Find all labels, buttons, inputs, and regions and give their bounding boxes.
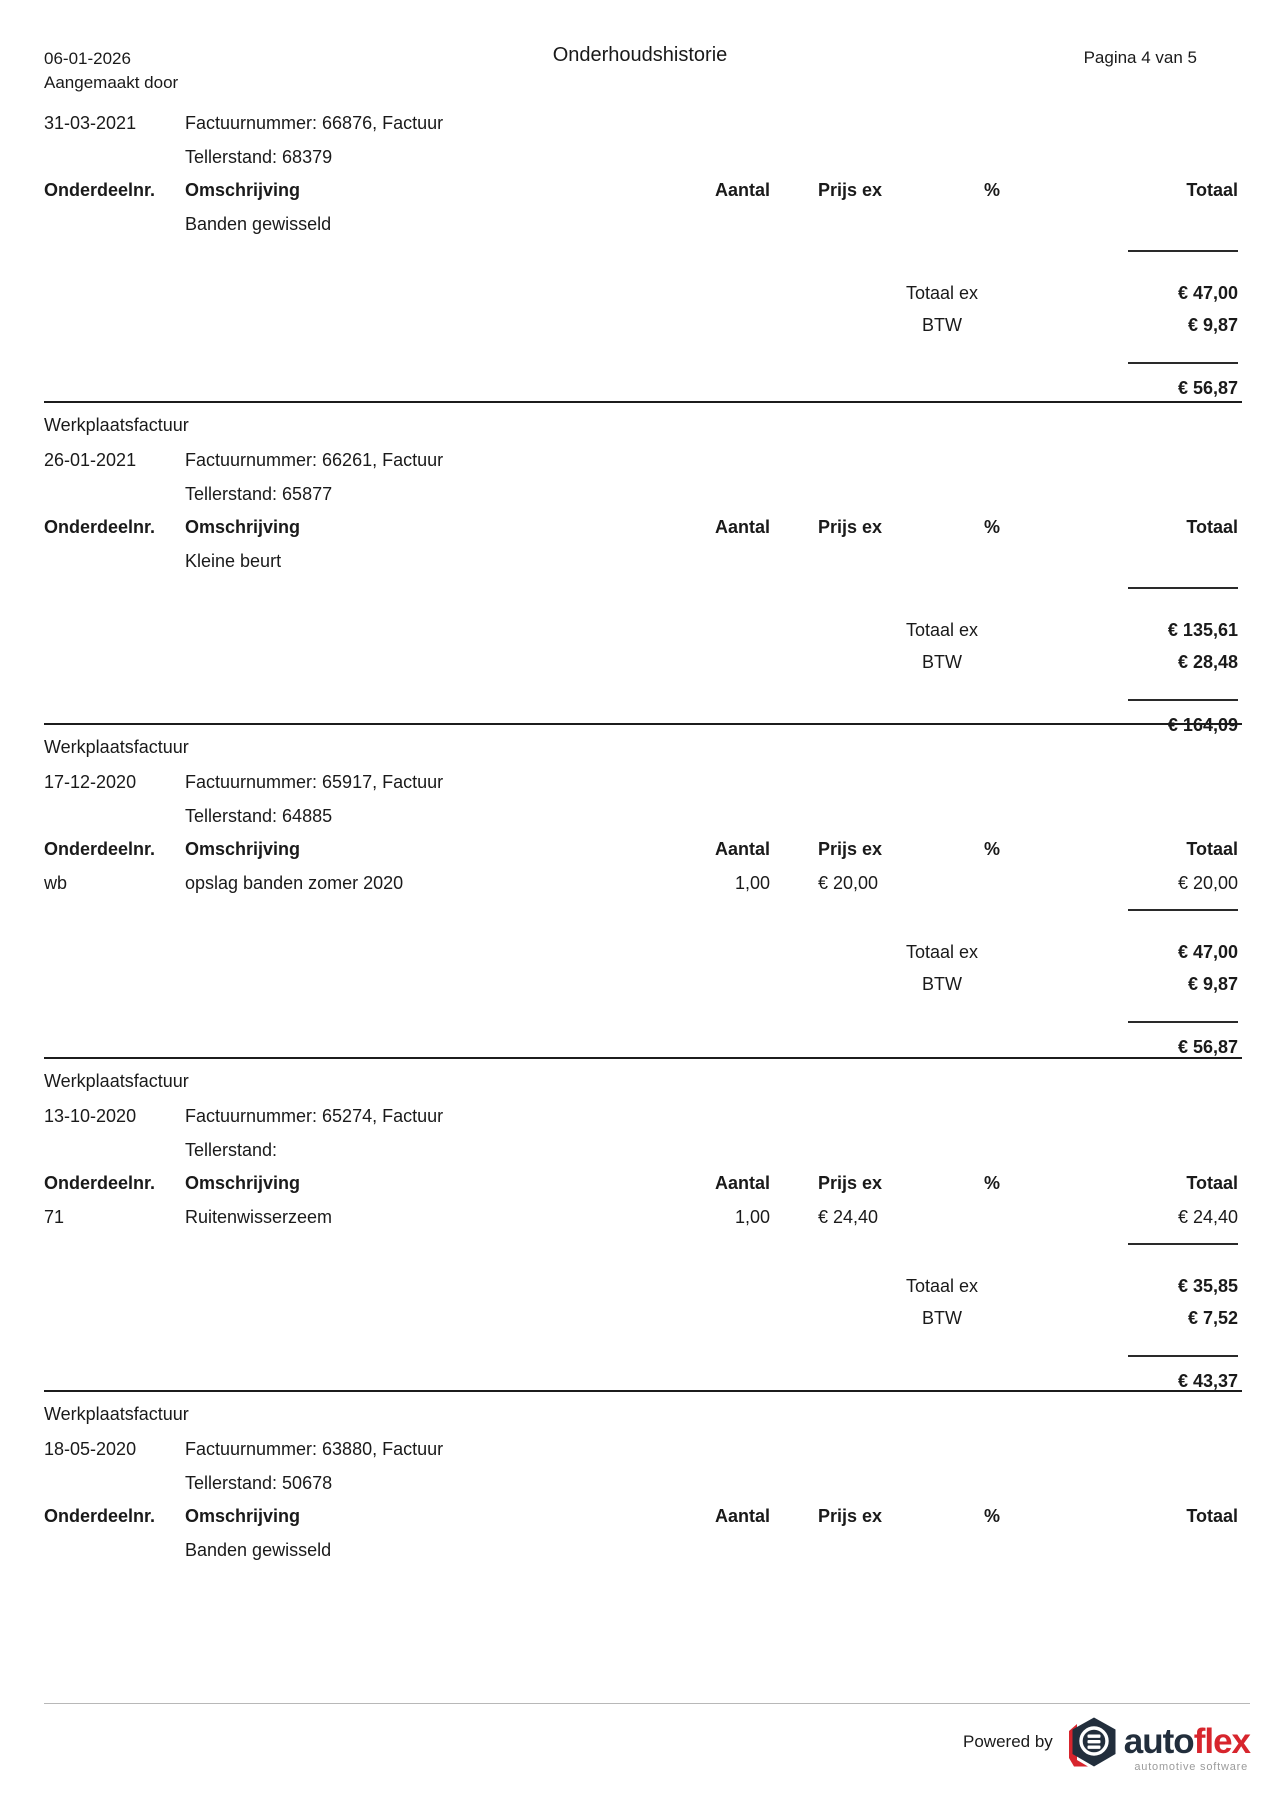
col-prijs-ex: Prijs ex [818, 1506, 883, 1526]
item-quantity: 1,00 [734, 1207, 770, 1227]
col-aantal: Aantal [714, 839, 770, 859]
item-partnumber [44, 550, 185, 572]
item-partnumber: 71 [44, 1207, 65, 1227]
total-ex-value: € 35,85 [1177, 1276, 1238, 1296]
item-partnumber [44, 1539, 185, 1561]
btw-row [44, 314, 1238, 336]
item-percent [940, 872, 1044, 894]
invoice-meta-row [44, 112, 1238, 134]
werkplaatsfactuur-label: Werkplaatsfactuur [44, 737, 189, 757]
odometer-row [44, 1139, 1238, 1161]
col-totaal: Totaal [1186, 839, 1238, 859]
total-ex-value: € 47,00 [1177, 283, 1238, 303]
col-percent: % [983, 1173, 1000, 1193]
btw-label: BTW [922, 1308, 962, 1328]
invoice-date: 31-03-2021 [44, 113, 137, 133]
col-aantal: Aantal [714, 517, 770, 537]
odometer-row [44, 146, 1238, 168]
report-date: 06-01-2026 [44, 49, 131, 68]
footer-divider [44, 1703, 1250, 1704]
item-total [1044, 550, 1238, 572]
totals-divider-top [1128, 250, 1238, 252]
item-total: € 20,00 [1177, 873, 1238, 893]
item-row [44, 550, 1238, 572]
col-onderdeelnr: Onderdeelnr. [44, 180, 156, 200]
col-prijs-ex: Prijs ex [818, 517, 883, 537]
powered-by-label: Powered by [963, 1732, 1053, 1751]
item-percent [940, 550, 1044, 572]
grand-total-value: € 164,09 [1167, 715, 1238, 735]
page-number: Pagina 4 van 5 [1083, 48, 1197, 67]
section-rule [44, 723, 1242, 725]
section-rule [44, 401, 1242, 403]
item-row [44, 1206, 1238, 1228]
footer-brand [963, 1716, 1250, 1773]
invoice-number: Factuurnummer: 66876, Factuur [185, 113, 444, 133]
col-totaal: Totaal [1186, 180, 1238, 200]
grand-total-value: € 56,87 [1177, 1037, 1238, 1057]
odometer-row [44, 483, 1238, 505]
col-percent: % [983, 1506, 1000, 1526]
total-ex-row [44, 941, 1238, 963]
totals-divider-bottom [1128, 1021, 1238, 1023]
odometer-value: Tellerstand: 65877 [185, 484, 333, 504]
total-ex-label: Totaal ex [905, 942, 979, 962]
col-omschrijving: Omschrijving [185, 1173, 301, 1193]
invoice-date: 17-12-2020 [44, 772, 137, 792]
col-onderdeelnr: Onderdeelnr. [44, 517, 156, 537]
invoice-date: 26-01-2021 [44, 450, 137, 470]
item-quantity [555, 1539, 770, 1561]
section-rule [44, 1390, 1242, 1392]
col-aantal: Aantal [714, 1506, 770, 1526]
totals-divider-top [1128, 909, 1238, 911]
item-quantity: 1,00 [734, 873, 770, 893]
item-description: opslag banden zomer 2020 [185, 873, 404, 893]
item-price-ex [770, 1539, 940, 1561]
btw-label: BTW [922, 974, 962, 994]
item-row [44, 872, 1238, 894]
item-row [44, 1539, 1238, 1561]
invoice-date: 13-10-2020 [44, 1106, 137, 1126]
item-price-ex [770, 213, 940, 235]
col-onderdeelnr: Onderdeelnr. [44, 1506, 156, 1526]
table-header-row [44, 1505, 1238, 1527]
item-description: Banden gewisseld [185, 214, 332, 234]
totals-divider-bottom [1128, 362, 1238, 364]
item-total [1044, 1539, 1238, 1561]
col-totaal: Totaal [1186, 517, 1238, 537]
invoice-number: Factuurnummer: 65274, Factuur [185, 1106, 444, 1126]
col-prijs-ex: Prijs ex [818, 180, 883, 200]
grand-total-value: € 56,87 [1177, 378, 1238, 398]
item-price-ex [770, 550, 940, 572]
werkplaatsfactuur-label: Werkplaatsfactuur [44, 1071, 189, 1091]
col-onderdeelnr: Onderdeelnr. [44, 1173, 156, 1193]
odometer-row [44, 1472, 1238, 1494]
table-header-row [44, 838, 1238, 860]
total-ex-value: € 47,00 [1177, 942, 1238, 962]
invoice-number: Factuurnummer: 63880, Factuur [185, 1439, 444, 1459]
item-description: Banden gewisseld [185, 1540, 332, 1560]
btw-value: € 9,87 [1187, 315, 1238, 335]
totals-divider-top [1128, 1243, 1238, 1245]
btw-value: € 7,52 [1187, 1308, 1238, 1328]
item-quantity [555, 213, 770, 235]
logo-tagline: automotive software [1134, 1761, 1248, 1773]
col-prijs-ex: Prijs ex [818, 1173, 883, 1193]
total-ex-row [44, 1275, 1238, 1297]
btw-value: € 9,87 [1187, 974, 1238, 994]
item-description: Kleine beurt [185, 551, 282, 571]
item-price-ex: € 20,00 [818, 873, 879, 893]
odometer-value: Tellerstand: 64885 [185, 806, 333, 826]
btw-value: € 28,48 [1177, 652, 1238, 672]
total-ex-row [44, 619, 1238, 641]
invoice-meta-row [44, 1105, 1238, 1127]
col-percent: % [983, 180, 1000, 200]
col-omschrijving: Omschrijving [185, 180, 301, 200]
item-quantity [555, 550, 770, 572]
werkplaatsfactuur-label: Werkplaatsfactuur [44, 415, 189, 435]
btw-row [44, 973, 1238, 995]
odometer-value: Tellerstand: 68379 [185, 147, 333, 167]
btw-label: BTW [922, 315, 962, 335]
col-omschrijving: Omschrijving [185, 839, 301, 859]
total-ex-value: € 135,61 [1167, 620, 1238, 640]
col-prijs-ex: Prijs ex [818, 839, 883, 859]
col-aantal: Aantal [714, 180, 770, 200]
invoice-meta-row [44, 1438, 1238, 1460]
total-ex-label: Totaal ex [905, 620, 979, 640]
totals-divider-bottom [1128, 699, 1238, 701]
col-percent: % [983, 839, 1000, 859]
autoflex-hexagon-icon [1067, 1717, 1119, 1767]
page-title: Onderhoudshistorie [552, 44, 728, 66]
col-totaal: Totaal [1186, 1506, 1238, 1526]
item-description: Ruitenwisserzeem [185, 1207, 333, 1227]
item-partnumber: wb [44, 873, 68, 893]
invoice-number: Factuurnummer: 65917, Factuur [185, 772, 444, 792]
grand-total-value: € 43,37 [1177, 1371, 1238, 1391]
total-ex-label: Totaal ex [905, 283, 979, 303]
item-percent [940, 1206, 1044, 1228]
item-percent [940, 1539, 1044, 1561]
table-header-row [44, 1172, 1238, 1194]
col-omschrijving: Omschrijving [185, 1506, 301, 1526]
item-price-ex: € 24,40 [818, 1207, 879, 1227]
btw-row [44, 1307, 1238, 1329]
werkplaatsfactuur-label: Werkplaatsfactuur [44, 1404, 189, 1424]
invoice-date: 18-05-2020 [44, 1439, 137, 1459]
invoice-meta-row [44, 449, 1238, 471]
autoflex-wordmark [1123, 1722, 1250, 1773]
item-row [44, 213, 1238, 235]
total-ex-label: Totaal ex [905, 1276, 979, 1296]
btw-label: BTW [922, 652, 962, 672]
btw-row [44, 651, 1238, 673]
item-partnumber [44, 213, 185, 235]
odometer-value: Tellerstand: 50678 [185, 1473, 333, 1493]
table-header-row [44, 179, 1238, 201]
item-total: € 24,40 [1177, 1207, 1238, 1227]
totals-divider-top [1128, 587, 1238, 589]
col-omschrijving: Omschrijving [185, 517, 301, 537]
col-totaal: Totaal [1186, 1173, 1238, 1193]
autoflex-logo [1067, 1717, 1250, 1773]
created-by-label: Aangemaakt door [44, 73, 179, 92]
odometer-row [44, 805, 1238, 827]
table-header-row [44, 516, 1238, 538]
col-onderdeelnr: Onderdeelnr. [44, 839, 156, 859]
wordmark-auto: auto [1123, 1722, 1194, 1761]
invoice-meta-row [44, 771, 1238, 793]
col-percent: % [983, 517, 1000, 537]
wordmark-flex: flex [1193, 1722, 1250, 1761]
totals-divider-bottom [1128, 1355, 1238, 1357]
section-rule [44, 1057, 1242, 1059]
item-percent [940, 213, 1044, 235]
invoice-number: Factuurnummer: 66261, Factuur [185, 450, 444, 470]
col-aantal: Aantal [714, 1173, 770, 1193]
odometer-value: Tellerstand: [185, 1140, 278, 1160]
total-ex-row [44, 282, 1238, 304]
item-total [1044, 213, 1238, 235]
